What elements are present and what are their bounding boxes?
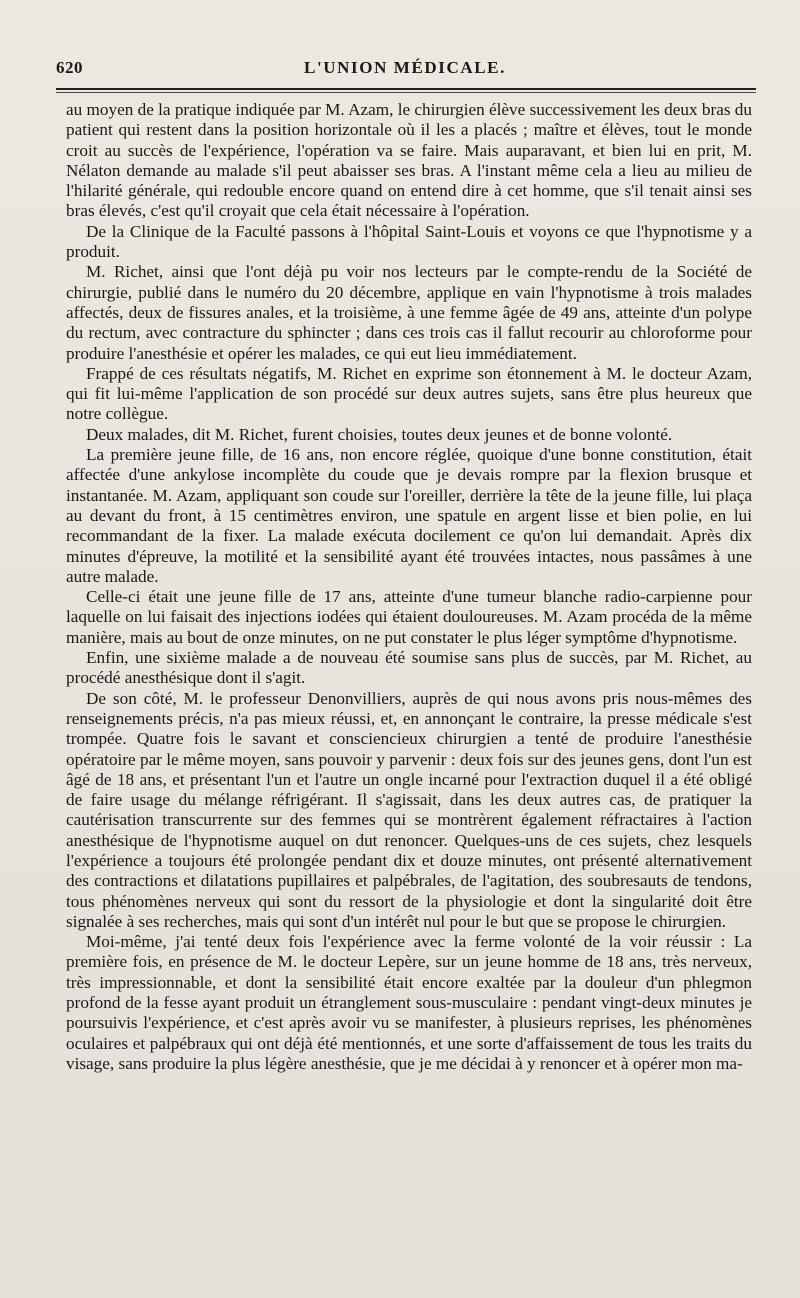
article-body (66, 100, 752, 1074)
paragraph: De la Clinique de la Faculté passons à l'hôpital Saint-Louis et voyons ce que l'hypnotisme y a produit. (66, 221, 752, 262)
paragraph: Deux malades, dit M. Richet, furent choisies, toutes deux jeunes et de bonne volonté. (86, 424, 673, 444)
page-number: 620 (56, 58, 83, 77)
header-rule (56, 88, 756, 90)
paragraph: Frappé de ces résultats négatifs, M. Richet en exprime son étonnement à M. le docteur Azam, qui fit lui-même l'application de son procédé sur deux autres sujets, sans être plus heureux que notre collègue. (66, 363, 752, 424)
paragraph: Celle-ci était une jeune fille de 17 ans, atteinte d'une tumeur blanche radio-carpienne pour laquelle on lui faisait des injections iodées qui étaient douloureuses. M. Azam procéda de la même manière, mais au bout de onze minutes, on ne put constater le plus léger symptôme d'hypnotisme. (66, 587, 752, 647)
paragraph: La première jeune fille, de 16 ans, non encore réglée, quoique d'une bonne constitution, était affectée d'une ankylose incomplète du coude que je devais rompre par la flexion brusque et instantanée. M. Azam, appliquant son coude sur l'oreiller, derrière la tête de la jeune fille, lui plaça au devant du front, à 15 centimètres environ, une spatule en argent lisse et bien polie, en lui recommandant de la fixer. La malade exécuta docilement ce qu'on lui demandait. Après dix minutes d'épreuve, la motilité et la sensibilité ayant été trouvées intactes, nous passâmes à une autre malade. (66, 445, 752, 586)
paragraph: Moi-même, j'ai tenté deux fois l'expérience avec la ferme volonté de la voir réussir : La première fois, en présence de M. le docteur Lepère, sur un jeune homme de 18 ans, très nerveux, très impressionnable, et dont la sensibilité était encore exaltée par la douleur d'un phlegmon profond de la fesse ayant produit un étranglement sous-musculaire : pendant vingt-deux minutes je poursuivis l'expérience, et c'est après avoir vu se manifester, à plusieurs reprises, les phénomènes oculaires et palpébraux qui ont déjà été mentionnés, et une sorte d'affaissement de tous les traits du visage, sans produire la plus légère anesthésie, que je me décidai à y renoncer et à opérer mon ma- (66, 932, 752, 1073)
running-head: L'UNION MÉDICALE. (304, 58, 506, 77)
paragraph: au moyen de la pratique indiquée par M. Azam, le chirurgien élève successivement les deux bras du patient qui restent dans la position horizontale où il les a placés ; maître et élèves, tout le monde croit au succès de l'expérience, l'opération va se faire. Mais auparavant, et bien lui en prit, M. Nélaton demande au malade s'il peut abaisser ses bras. A l'instant même cela a lieu au milieu de l'hilarité générale, qui redouble encore quand on entend dire à cet homme, que s'il tenait ainsi ses bras élevés, c'est qu'il croyait que cela était nécessaire à l'opération. (66, 100, 752, 221)
paragraph: De son côté, M. le professeur Denonvilliers, auprès de qui nous avons pris nous-mêmes des renseignements précis, n'a pas mieux réussi, et, en annonçant le contraire, la presse médicale s'est trompée. Quatre fois le savant et consciencieux chirurgien a tenté de produire l'anesthésie opératoire par le même moyen, sans pouvoir y parvenir : deux fois sur des jeunes gens, dont l'un est âgé de 18 ans, et présentant l'un et l'autre un ongle incarné pour l'extraction duquel il a été obligé de faire usage du mélange réfrigérant. Il s'agissait, dans les deux autres cas, de pratiquer la cautérisation transcurrente sur des femmes qui se montrèrent également réfractaires à l'action anesthésique de l'hypnotisme auquel on dut renoncer. Quelques-uns de ces sujets, chez lesquels l'expérience a toujours été prolongée pendant dix et douze minutes, ont présenté alternativement des contractions et dilatations pupillaires et palpébrales, de l'agitation, des soubresauts de tendons, tous phénomènes nerveux qui sont du ressort de la physiologie et dont la singularité doit être signalée à ses recherches, mais qui sont d'un intérêt nul pour le but que se propose le chirurgien. (66, 688, 752, 931)
paragraph: Enfin, une sixième malade a de nouveau été soumise sans plus de succès, par M. Richet, au procédé anesthésique dont il s'agit. (66, 648, 752, 688)
page-header (56, 55, 754, 85)
paragraph: M. Richet, ainsi que l'ont déjà pu voir nos lecteurs par le compte-rendu de la Société de chirurgie, publié dans le numéro du 20 décembre, applique en vain l'hypnotisme à trois malades affectés, deux de fissures anales, et la troisième, à une femme âgée de 49 ans, atteinte d'un polype du rectum, avec contracture du sphincter ; dans ces trois cas il fallut recourir au chloroforme pour produire l'anesthésie et opérer les malades, ce qui eut lieu immédiatement. (66, 262, 752, 363)
header-rule-fine (56, 92, 756, 93)
